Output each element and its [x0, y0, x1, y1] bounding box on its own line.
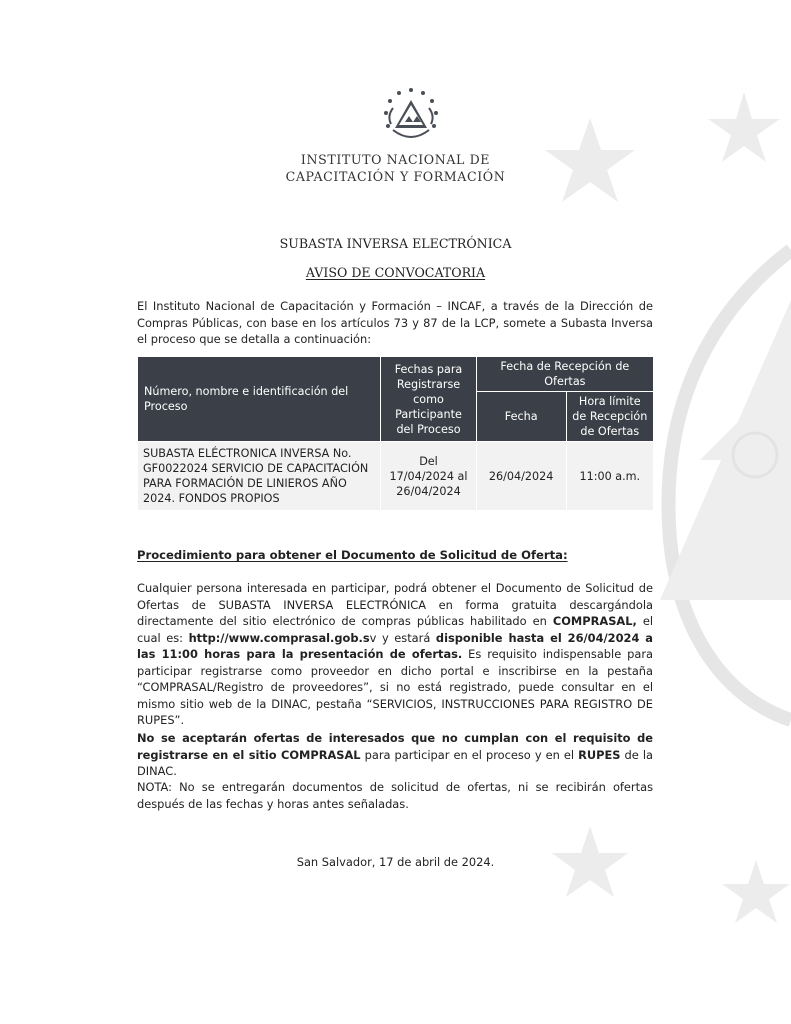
el-salvador-coat-of-arms-icon: [379, 86, 443, 150]
cell-time: 11:00 a.m.: [566, 442, 653, 511]
warning-text: de la DINAC.: [137, 747, 653, 778]
warning-paragraph: [137, 730, 653, 780]
cell-registration: Del 17/04/2024 al 26/04/2024: [381, 442, 476, 511]
cell-date: 26/04/2024: [476, 442, 566, 511]
warning-text: para participar en el proceso y en el: [360, 747, 579, 762]
deadline-text: disponible hasta el 26/04/2024 a las 11:00 horas para la presentación de ofertas.: [137, 630, 653, 661]
table-row: [138, 442, 654, 511]
header-time: Hora límite de Recepción de Ofertas: [566, 392, 653, 442]
procedure-heading: Procedimiento para obtener el Documento de Solicitud de Oferta:: [137, 548, 568, 562]
place-date: San Salvador, 17 de abril de 2024.: [296, 855, 495, 869]
header-date: Fecha: [476, 392, 566, 442]
header-reception: Fecha de Recepción de Ofertas: [476, 357, 653, 392]
procedure-text: Cualquier persona interesada en participar, podrá obtener el Documento de Solicitud de Ofertas de SUBASTA INVERSA ELECTRÓNICA en forma gratuita descargándola directamente del sitio electrónico de compras públicas habilitado en: [137, 581, 653, 628]
procedure-paragraph: [137, 580, 653, 729]
header-process: Número, nombre e identificación del Proceso: [138, 357, 381, 442]
procedure-text: Es requisito indispensable para participar registrarse como proveedor en dicho portal e inscribirse en la pestaña “COMPRASAL/Registro de proveedores”, si no está registrado, puede consultar en el mismo sitio web de la DINAC, pestaña “SERVICIOS, INSTRUCCIONES PARA REGISTRO DE RUPES”.: [137, 647, 653, 727]
document-title: SUBASTA INVERSA ELECTRÓNICA: [279, 236, 512, 251]
procedure-text: el cual es:: [137, 614, 653, 645]
comprasal-name: COMPRASAL,: [552, 614, 637, 628]
note-paragraph: NOTA: No se entregarán documentos de solicitud de ofertas, ni se recibirán ofertas después de las fechas y horas antes señaladas.: [137, 780, 653, 811]
institution-name-line1: INSTITUTO NACIONAL DE: [300, 152, 491, 167]
procedure-text: v y estará: [369, 630, 436, 645]
warning-bold-text: No se aceptarán ofertas de interesados que no cumplan con el requisito de registrarse en el sitio COMPRASAL: [137, 731, 653, 762]
institution-name-line2: CAPACITACIÓN Y FORMACIÓN: [285, 169, 506, 184]
intro-paragraph: El Instituto Nacional de Capacitación y Formación – INCAF, a través de la Dirección de Compras Públicas, con base en los artículos 73 y 87 de la LCP, somete a Subasta Inversa el proceso que se detalla a continuación:: [137, 299, 653, 346]
rupes-name: RUPES: [578, 747, 621, 762]
process-table: [137, 356, 654, 511]
cell-process: SUBASTA ELÉCTRONICA INVERSA No. GF0022024 SERVICIO DE CAPACITACIÓN PARA FORMACIÓN DE LINIEROS AÑO 2024. FONDOS PROPIOS: [138, 442, 381, 511]
document-subtitle: AVISO DE CONVOCATORIA: [305, 265, 486, 280]
comprasal-url-link[interactable]: http://www.comprasal.gob.s: [188, 630, 370, 645]
header-registration: Fechas para Registrarse como Participante del Proceso: [381, 357, 476, 442]
